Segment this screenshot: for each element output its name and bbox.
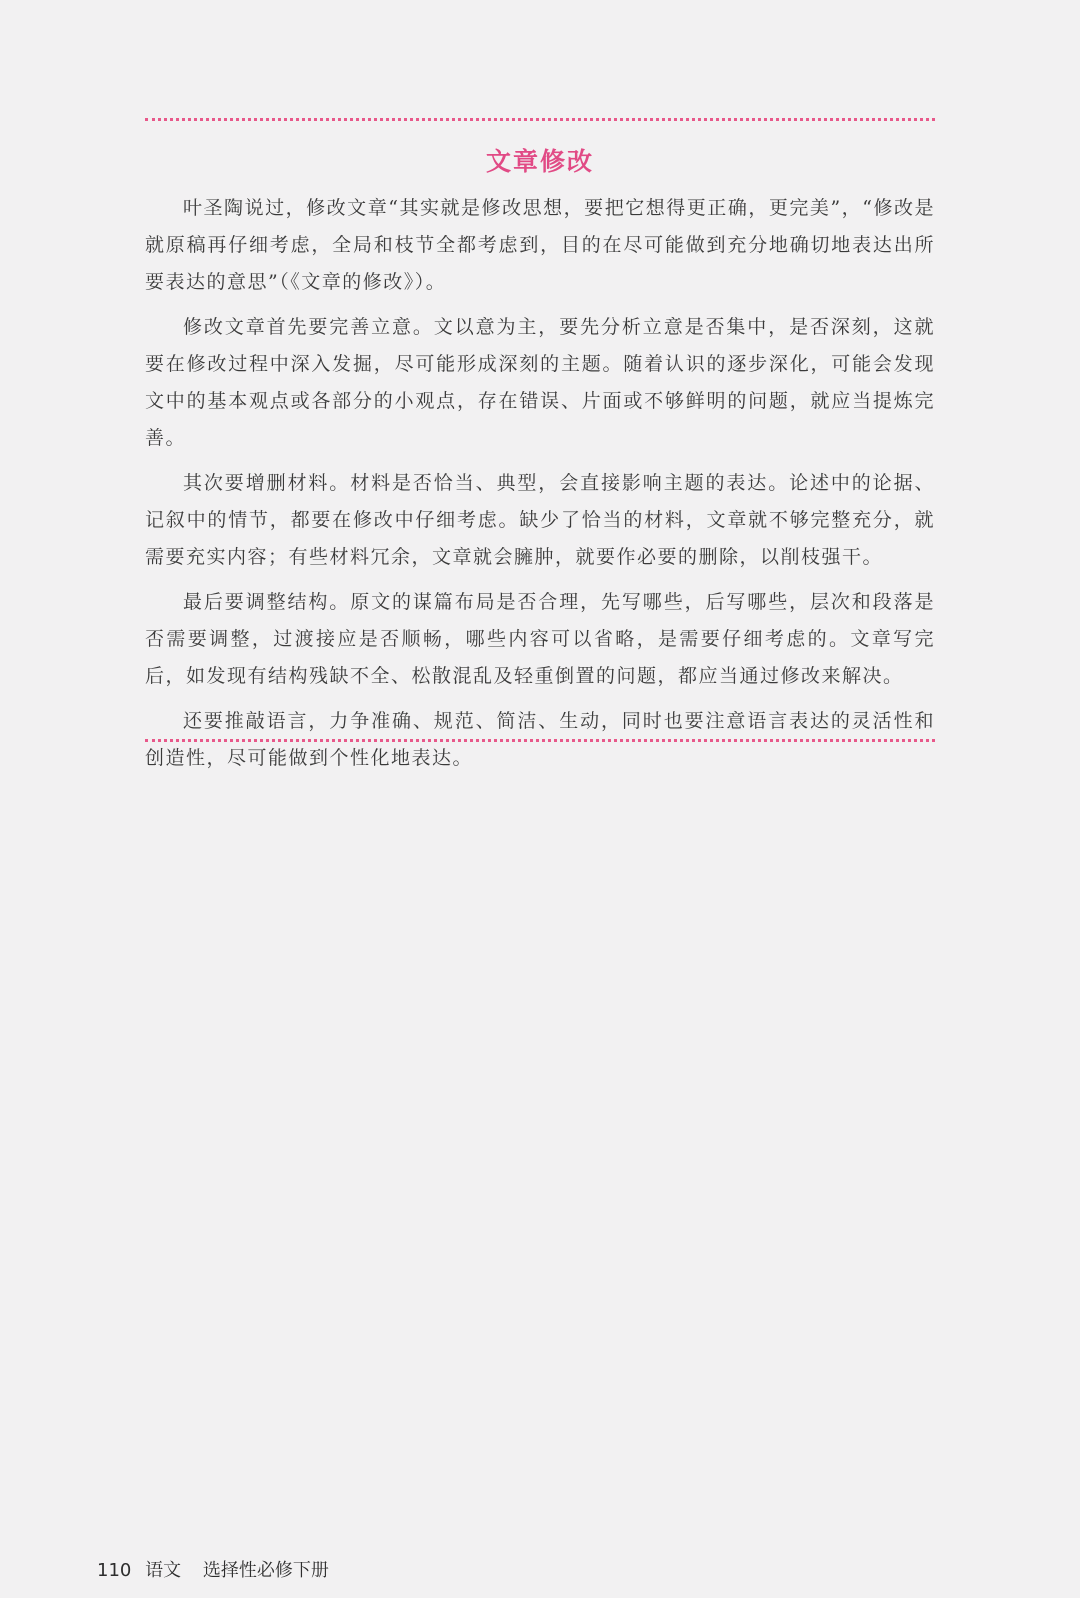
section-title: 文章修改 [485,147,594,176]
paragraph-theme: 修改文章首先要完善立意。文以意为主，要先分析立意是否集中，是否深刻，这就要在修改过程中深入发掘，尽可能形成深刻的主题。随着认识的逐步深化，可能会发现文中的基本观点或各部分的小观点，存在错误、片面或不够鲜明的问题，就应当提炼完善。 [145,316,935,449]
top-dotted-divider [145,118,935,121]
page-number: 110 [97,1560,132,1581]
footer-book-title: 选择性必修下册 [202,1560,329,1581]
paragraph-structure: 最后要调整结构。原文的谋篇布局是否合理，先写哪些，后写哪些，层次和段落是否需要调整，过渡接应是否顺畅，哪些内容可以省略，是需要仔细考虑的。文章写完后，如发现有结构残缺不全、松散混乱及轻重倒置的问题，都应当通过修改来解决。 [145,591,935,687]
footer-subject: 语文 [145,1560,182,1581]
bottom-dotted-divider [145,739,935,742]
page-footer [97,1556,329,1582]
paragraph-quote: 叶圣陶说过，修改文章“其实就是修改思想，要把它想得更正确，更完美”，“修改是就原稿再仔细考虑，全局和枝节全都考虑到，目的在尽可能做到充分地确切地表达出所要表达的意思”（《文章的修改》）。 [145,197,935,293]
paragraph-language: 还要推敲语言，力争准确、规范、简洁、生动，同时也要注意语言表达的灵活性和创造性，尽可能做到个性化地表达。 [145,710,935,769]
section-body [145,190,935,785]
paragraph-material: 其次要增删材料。材料是否恰当、典型，会直接影响主题的表达。论述中的论据、记叙中的情节，都要在修改中仔细考虑。缺少了恰当的材料，文章就不够完整充分，就需要充实内容；有些材料冗余，文章就会臃肿，就要作必要的删除，以削枝强干。 [145,472,935,568]
